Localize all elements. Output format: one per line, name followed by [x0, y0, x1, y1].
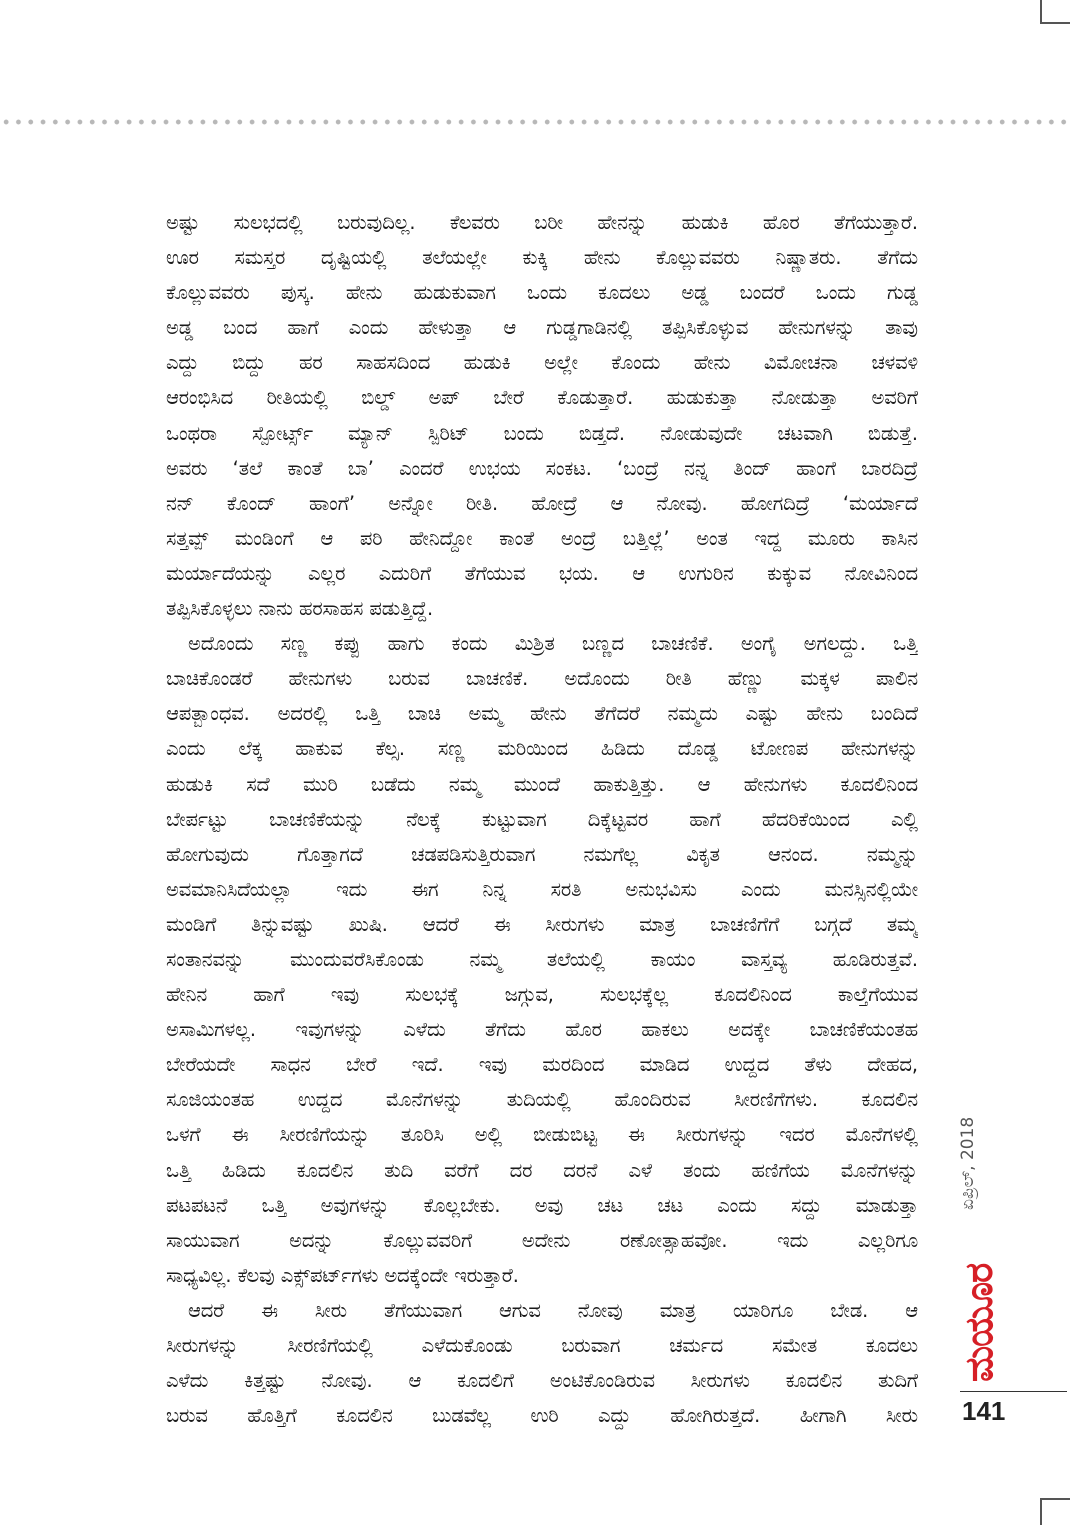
text-line: ಒತ್ತಿ ಹಿಡಿದು ಕೂದಲಿನ ತುದಿ ವರೆಗೆ ದರ ದರನೆ ಎಳೆ ತಂದು ಹಣಿಗೆಯ ಮೊನೆಗಳನ್ನು	[166, 1158, 918, 1182]
text-line: ಮಂಡಿಗೆ ತಿನ್ನುವಷ್ಟು ಖುಷಿ. ಆದರೆ ಈ ಸೀರುಗಳು ಮಾತ್ರ ಬಾಚಣಿಗೆಗೆ ಬಗ್ಗದೆ ತಮ್ಮ	[166, 912, 918, 936]
crop-mark-top	[1040, 0, 1070, 24]
text-line: ಮರ್ಯಾದೆಯನ್ನು ಎಲ್ಲರ ಎದುರಿಗೆ ತೆಗೆಯುವ ಭಯ. ಆ ಉಗುರಿನ ಕುಕ್ಕುವ ನೋವಿನಿಂದ	[166, 561, 918, 585]
text-line: ಎಂದು ಲೆಕ್ಕ ಹಾಕುವ ಕೆಲ್ಸ. ಸಣ್ಣ ಮರಿಯಿಂದ ಹಿಡಿದು ದೊಡ್ಡ ಟೋಣಪ ಹೇನುಗಳನ್ನು	[166, 737, 918, 761]
dotted-header-rule	[0, 119, 1072, 125]
page-number-rule	[960, 1391, 1067, 1392]
text-line: ಬಾಚಿಕೊಂಡರೆ ಹೇನುಗಳು ಬರುವ ಬಾಚಣಿಕೆ. ಅದೊಂದು ರೀತಿ ಹೆಣ್ಣು ಮಕ್ಕಳ ಪಾಲಿನ	[166, 667, 918, 691]
text-line: ಅವಮಾನಿಸಿದೆಯಲ್ಲಾ ಇದು ಈಗ ನಿನ್ನ ಸರತಿ ಅನುಭವಿಸು ಎಂದು ಮನಸ್ಸಿನಲ್ಲಿಯೇ	[166, 877, 918, 901]
text-line: ತಪ್ಪಿಸಿಕೊಳ್ಳಲು ನಾನು ಹರಸಾಹಸ ಪಡುತ್ತಿದ್ದೆ.	[166, 597, 434, 621]
crop-mark-bottom	[1040, 1498, 1070, 1525]
text-line: ಬರುವ ಹೊತ್ತಿಗೆ ಕೂದಲಿನ ಬುಡವೆಲ್ಲ ಉರಿ ಎದ್ದು ಹೋಗಿರುತ್ತದೆ. ಹೀಗಾಗಿ ಸೀರು	[166, 1404, 918, 1428]
text-line: ಅಡ್ಡ ಬಂದ ಹಾಗೆ ಎಂದು ಹೇಳುತ್ತಾ ಆ ಗುಡ್ಡಗಾಡಿನಲ್ಲಿ ತಪ್ಪಿಸಿಕೊಳ್ಳುವ ಹೇನುಗಳನ್ನು ತಾವು	[166, 316, 918, 340]
text-line: ಅವರು ‘ತಲೆ ಕಾಂತೆ ಬಾ’ ಎಂದರೆ ಉಭಯ ಸಂಕಟ. ‘ಬಂದ್ರೆ ನನ್ನ ತಿಂದ್ ಹಾಂಗೆ ಬಾರದಿದ್ರೆ	[166, 456, 918, 480]
text-line: ಎಳೆದು ಕಿತ್ತಷ್ಟು ನೋವು. ಆ ಕೂದಲಿಗೆ ಅಂಟಿಕೊಂಡಿರುವ ಸೀರುಗಳು ಕೂದಲಿನ ತುದಿಗೆ	[166, 1369, 918, 1393]
text-line: ಸೀರುಗಳನ್ನು ಸೀರಣಿಗೆಯಲ್ಲಿ ಎಳೆದುಕೊಂಡು ಬರುವಾಗ ಚರ್ಮದ ಸಮೇತ ಕೂದಲು	[166, 1334, 918, 1357]
text-line: ಅಸಾಮಿಗಳಲ್ಲ. ಇವುಗಳನ್ನು ಎಳೆದು ತೆಗೆದು ಹೊರ ಹಾಕಲು ಅದಕ್ಕೇ ಬಾಚಣಿಕೆಯಂತಹ	[166, 1018, 918, 1042]
text-line: ಊರ ಸಮಸ್ತರ ದೃಷ್ಟಿಯಲ್ಲಿ ತಲೆಯಲ್ಲೇ ಕುಕ್ಕಿ ಹೇನು ಕೊಲ್ಲುವವರು ನಿಷ್ಣಾತರು. ತೆಗೆದು	[166, 246, 918, 270]
text-line: ಸಂತಾನವನ್ನು ಮುಂದುವರೆಸಿಕೊಂಡು ನಮ್ಮ ತಲೆಯಲ್ಲಿ ಕಾಯಂ ವಾಸ್ತವ್ಯ ಹೂಡಿರುತ್ತವೆ.	[166, 947, 918, 971]
issue-date: ಏಪ್ರಿಲ್, 2018	[958, 1116, 978, 1210]
text-line: ಆಪತ್ಬಾಂಧವ. ಅದರಲ್ಲಿ ಒತ್ತಿ ಬಾಚಿ ಅಮ್ಮ ಹೇನು ತೆಗೆದರೆ ನಮ್ಮದು ಎಷ್ಟು ಹೇನು ಬಂದಿದೆ	[166, 702, 918, 726]
text-line: ಅಷ್ಟು ಸುಲಭದಲ್ಲಿ ಬರುವುದಿಲ್ಲ. ಕೆಲವರು ಬರೀ ಹೇನನ್ನು ಹುಡುಕಿ ಹೊರ ತೆಗೆಯುತ್ತಾರೆ.	[166, 211, 918, 234]
text-line: ಹೇನಿನ ಹಾಗೆ ಇವು ಸುಲಭಕ್ಕೆ ಜಗ್ಗುವ, ಸುಲಭಕ್ಕೆಲ್ಲ ಕೂದಲಿನಿಂದ ಕಾಲ್ತೆಗೆಯುವ	[166, 983, 918, 1007]
text-line: ಅದೊಂದು ಸಣ್ಣ ಕಪ್ಪು ಹಾಗು ಕಂದು ಮಿಶ್ರಿತ ಬಣ್ಣದ ಬಾಚಣಿಕೆ. ಅಂಗೈ ಅಗಲದ್ದು. ಒತ್ತಿ	[188, 632, 918, 656]
text-line: ಹೋಗುವುದು ಗೊತ್ತಾಗದೆ ಚಡಪಡಿಸುತ್ತಿರುವಾಗ ನಮಗೆಲ್ಲ ವಿಕೃತ ಆನಂದ. ನಮ್ಮನ್ನು	[166, 842, 918, 866]
text-line: ಒಳಗೆ ಈ ಸೀರಣಿಗೆಯನ್ನು ತೂರಿಸಿ ಅಲ್ಲಿ ಬೀಡುಬಿಟ್ಟ ಈ ಸೀರುಗಳನ್ನು ಇದರ ಮೊನೆಗಳಲ್ಲಿ	[166, 1123, 918, 1147]
text-line: ಹುಡುಕಿ ಸದೆ ಮುರಿ ಬಡೆದು ನಮ್ಮ ಮುಂದೆ ಹಾಕುತ್ತಿತ್ತು. ಆ ಹೇನುಗಳು ಕೂದಲಿನಿಂದ	[166, 772, 918, 796]
text-line: ಸತ್ತವ್ಪ್ ಮಂಡಿಂಗೆ ಆ ಪರಿ ಹೇನಿದ್ದೋ ಕಾಂತೆ ಅಂದ್ರೆ ಬತ್ತಿಲ್ಲೆ’ ಅಂತ ಇದ್ದ ಮೂರು ಕಾಸಿನ	[166, 526, 918, 550]
text-line: ಸೂಜಿಯಂತಹ ಉದ್ದದ ಮೊನೆಗಳನ್ನು ತುದಿಯಲ್ಲಿ ಹೊಂದಿರುವ ಸೀರಣಿಗೆಗಳು. ಕೂದಲಿನ	[166, 1088, 918, 1112]
text-line: ಕೊಲ್ಲುವವರು ಪುಸ್ಕ. ಹೇನು ಹುಡುಕುವಾಗ ಒಂದು ಕೂದಲು ಅಡ್ಡ ಬಂದರೆ ಒಂದು ಗುಡ್ಡ	[166, 281, 918, 305]
magazine-logo: ಮಯೂರ	[957, 1263, 1001, 1382]
text-line: ಪಟಪಟನೆ ಒತ್ತಿ ಅವುಗಳನ್ನು ಕೊಲ್ಲಬೇಕು. ಅವು ಚಟ ಚಟ ಎಂದು ಸದ್ದು ಮಾಡುತ್ತಾ	[166, 1193, 918, 1217]
text-line: ಒಂಥರಾ ಸ್ಪೋರ್ಟ್ಸ್ ಮ್ಯಾನ್ ಸ್ಪಿರಿಟ್ ಬಂದು ಬಿಡ್ತದೆ. ನೋಡುವುದೇ ಚಟವಾಗಿ ಬಿಡುತ್ತೆ.	[166, 421, 918, 445]
text-line: ಬೇರ್ಪಟ್ಟು ಬಾಚಣಿಕೆಯನ್ನು ನೆಲಕ್ಕೆ ಕುಟ್ಟುವಾಗ ದಿಕ್ಕೆಟ್ಟವರ ಹಾಗೆ ಹೆದರಿಕೆಯಿಂದ ಎಲ್ಲಿ	[166, 807, 918, 831]
text-line: ಸಾಧ್ಯವಿಲ್ಲ. ಕೆಲವು ಎಕ್ಸ್‌ಪರ್ಟ್‌ಗಳು ಅದಕ್ಕೆಂದೇ ಇರುತ್ತಾರೆ.	[166, 1263, 519, 1287]
page-number: 141	[962, 1396, 1006, 1426]
text-line: ಎದ್ದು ಬಿದ್ದು ಹರ ಸಾಹಸದಿಂದ ಹುಡುಕಿ ಅಲ್ಲೇ ಕೊಂದು ಹೇನು ವಿಮೋಚನಾ ಚಳವಳಿ	[166, 351, 918, 375]
text-line: ಆರಂಭಿಸಿದ ರೀತಿಯಲ್ಲಿ ಬಿಲ್ಡ್ ಅಪ್ ಬೇರೆ ಕೊಡುತ್ತಾರೆ. ಹುಡುಕುತ್ತಾ ನೋಡುತ್ತಾ ಅವರಿಗೆ	[166, 386, 918, 410]
text-line: ನನ್ ಕೊಂದ್ ಹಾಂಗೆ’ ಅನ್ನೋ ರೀತಿ. ಹೋದ್ರೆ ಆ ನೋವು. ಹೋಗದಿದ್ರೆ ‘ಮರ್ಯಾದೆ	[166, 491, 918, 515]
text-line: ಆದರೆ ಈ ಸೀರು ತೆಗೆಯುವಾಗ ಆಗುವ ನೋವು ಮಾತ್ರ ಯಾರಿಗೂ ಬೇಡ. ಆ	[188, 1298, 918, 1322]
text-line: ಸಾಯುವಾಗ ಅದನ್ನು ಕೊಲ್ಲುವವರಿಗೆ ಅದೇನು ರಣೋತ್ಸಾಹವೋ. ಇದು ಎಲ್ಲರಿಗೂ	[166, 1228, 918, 1252]
article-body	[166, 205, 918, 1433]
text-line: ಬೇರೆಯದೇ ಸಾಧನ ಬೇರೆ ಇದೆ. ಇವು ಮರದಿಂದ ಮಾಡಿದ ಉದ್ದದ ತೆಳು ದೇಹದ,	[166, 1053, 918, 1077]
